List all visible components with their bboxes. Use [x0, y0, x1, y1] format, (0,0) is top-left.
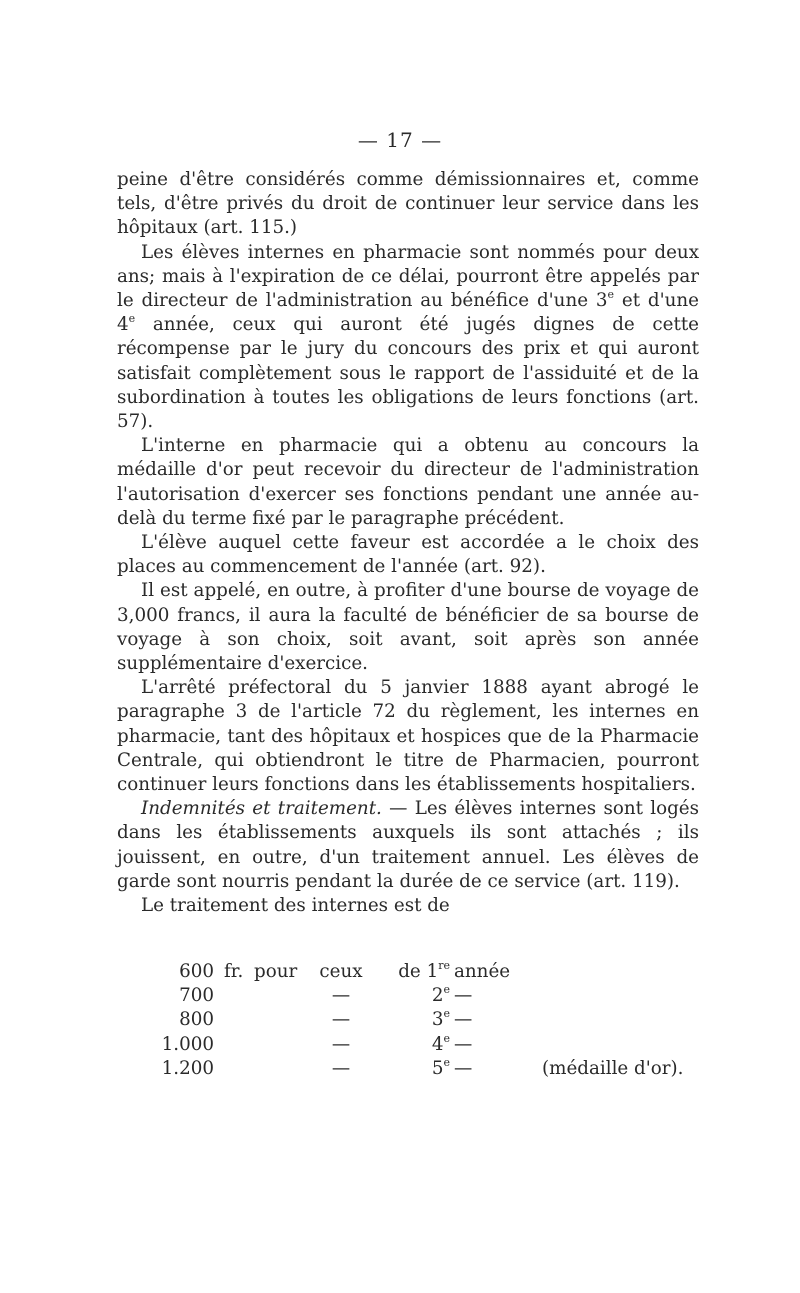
salary-annee: —	[454, 1009, 473, 1031]
salary-note	[522, 984, 683, 1008]
salary-row	[141, 1008, 683, 1032]
salary-row	[141, 1033, 683, 1057]
section-text: Les élèves internes sont logés dans les établissements auxquels ils sont attachés ; ils jouissent, en outre, d'un traitement annuel. Les élèves de garde sont nourris pendant la durée de ce service (art. 119).	[117, 798, 700, 892]
salary-unit	[224, 1008, 254, 1032]
paragraph: Il est appelé, en outre, à profiter d'une bourse de voyage de 3,000 francs, il aura la faculté de bénéficier de sa bourse de voyage à son choix, soit avant, soit après son année supplémentaire d'exercice.	[117, 580, 699, 675]
salary-annee: —	[454, 1033, 473, 1055]
salary-pour	[254, 1057, 312, 1081]
year-number: 1	[426, 961, 439, 982]
paragraph: L'arrêté préfectoral du 5 janvier 1888 ayant abrogé le paragraphe 3 de l'article 72 du règlement, les internes en pharmacie, tant des hôpitaux et hospices que de la Pharmacie Centrale, qui obtiendront le titre de Pharmacien, pourront continuer leurs fonctions dans les établissements hospitaliers.	[117, 677, 699, 796]
salary-ceux: —	[331, 985, 351, 1007]
salary-annee: —	[454, 1057, 473, 1079]
year-number: 3	[431, 1009, 444, 1031]
paragraph-indemnites	[117, 797, 699, 894]
salary-year	[370, 1057, 454, 1081]
section-heading: Indemnités et traitement.	[141, 798, 382, 820]
salary-unit: fr.	[224, 961, 244, 982]
body-text	[117, 168, 699, 918]
salary-note	[522, 960, 683, 984]
salary-unit	[224, 984, 254, 1008]
salary-row	[141, 960, 683, 984]
salary-note: (médaille d'or).	[542, 1057, 684, 1079]
salary-table	[141, 960, 683, 1081]
table-intro: Le traitement des internes est de	[141, 895, 450, 917]
salary-amount: 800	[179, 1009, 214, 1031]
salary-amount: 600	[179, 961, 214, 982]
salary-ceux: —	[331, 1057, 351, 1079]
salary-pour	[254, 1033, 312, 1057]
salary-row	[141, 1057, 683, 1081]
year-suffix: e	[443, 1055, 450, 1069]
year-suffix: e	[443, 983, 450, 997]
salary-ceux: —	[331, 1009, 351, 1031]
salary-year	[370, 1008, 454, 1032]
paragraph: peine d'être considérés comme démissionnaires et, comme tels, d'être privés du droit de continuer leur service dans les hôpitaux (art. 115.)	[117, 169, 699, 239]
salary-unit	[224, 1033, 254, 1057]
salary-pour	[254, 984, 312, 1008]
salary-amount: 1.000	[161, 1033, 214, 1055]
paragraph-second-year	[117, 241, 699, 435]
year-number: 2	[431, 985, 444, 1007]
salary-ceux: —	[331, 1033, 351, 1055]
heading-dash: —	[381, 798, 415, 820]
salary-de: de	[398, 961, 421, 982]
year-number: 4	[431, 1033, 444, 1055]
year-suffix: e	[443, 1031, 450, 1045]
salary-year	[370, 1033, 454, 1057]
paragraph: L'élève auquel cette faveur est accordée a le choix des places au commencement de l'année (art. 92).	[117, 532, 699, 578]
salary-note	[522, 1008, 683, 1032]
year-suffix: re	[438, 958, 450, 972]
salary-year	[370, 984, 454, 1008]
ordinal-suffix: e	[128, 312, 136, 326]
year-number: 5	[431, 1057, 444, 1079]
paragraph-text: Les élèves internes en pharmacie sont nommés pour deux ans; mais à l'expiration de ce délai, pourront être appelés par le directeur de l'administration au bénéfice d'une 3e et d'une 4e année, ceux qui auront été jugés dignes de cette récompense par le jury du concours des prix et qui auront satisfait complètement sous le rapport de l'assiduité et de la subordination à toutes les obligations de leurs fonctions (art. 57).	[117, 241, 699, 433]
salary-amount: 700	[179, 985, 214, 1007]
year-suffix: e	[443, 1007, 450, 1021]
salary-row	[141, 984, 683, 1008]
salary-annee: année	[454, 961, 511, 982]
ordinal-suffix: e	[607, 287, 615, 301]
salary-annee: —	[454, 985, 473, 1007]
paragraph: L'interne en pharmacie qui a obtenu au concours la médaille d'or peut recevoir du directeur de l'administration l'autorisation d'exercer ses fonctions pendant une année au-delà du terme fixé par le paragraphe précédent.	[117, 435, 699, 529]
salary-year	[370, 960, 454, 984]
salary-pour	[254, 1008, 312, 1032]
salary-pour: pour	[254, 961, 298, 982]
page-number: — 17 —	[357, 128, 443, 152]
salary-ceux: ceux	[319, 961, 363, 982]
salary-unit	[224, 1057, 254, 1081]
salary-note	[522, 1033, 683, 1057]
salary-amount: 1.200	[161, 1057, 214, 1079]
